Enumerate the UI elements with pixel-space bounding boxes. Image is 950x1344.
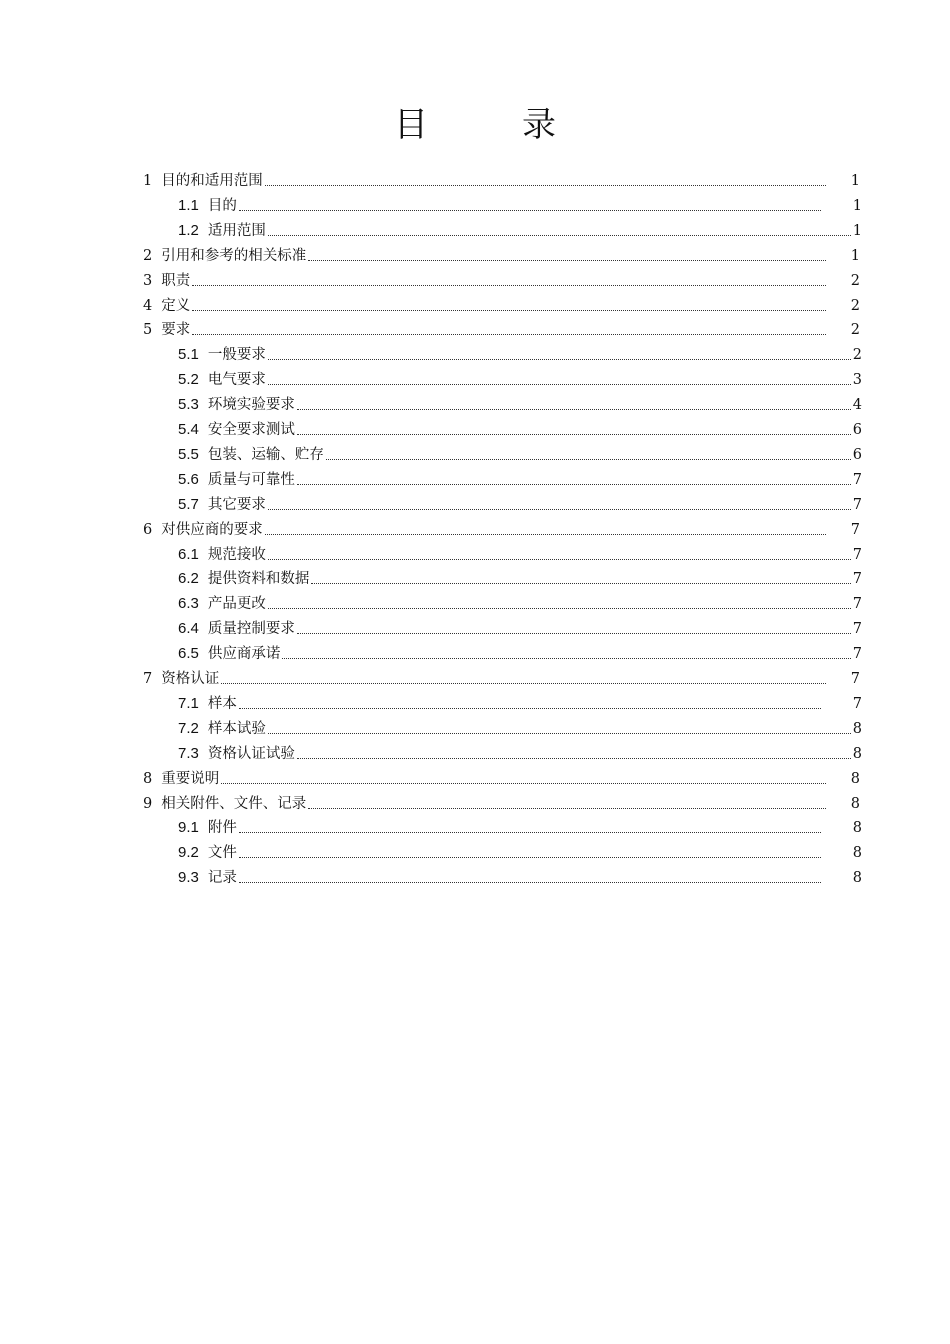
toc-entry-page-number: 1 — [850, 247, 860, 264]
toc-entry-number: 7 — [143, 671, 153, 687]
toc-entry-label: 一般要求 — [207, 347, 266, 364]
toc-entry-number: 7.2 — [178, 719, 199, 737]
toc-entry-page-number: 7 — [852, 646, 862, 663]
toc-entry-label: 目的 — [207, 197, 237, 214]
toc-entry-page-number: 8 — [850, 770, 860, 787]
toc-entry-label: 包装、运输、贮存 — [207, 446, 324, 463]
toc-entry-number: 1.2 — [178, 221, 199, 239]
toc-entry-number: 5.7 — [178, 495, 199, 513]
toc-entry-page-number: 7 — [850, 671, 860, 687]
toc-entry-page-number: 8 — [852, 845, 862, 862]
toc-entry-page-number: 8 — [852, 745, 862, 762]
toc-entry-number: 1 — [143, 173, 153, 189]
toc-dot-leader — [268, 349, 851, 361]
toc-entry-label: 文件 — [207, 845, 237, 862]
toc-entry-page-number: 2 — [850, 322, 860, 339]
toc-dot-leader — [297, 474, 851, 486]
toc-entry-page-number: 1 — [852, 197, 862, 214]
toc-entry-page-number: 1 — [852, 222, 862, 239]
toc-entry-page-number: 7 — [852, 546, 862, 563]
toc-entry-label: 对供应商的要求 — [161, 521, 263, 538]
toc-entry-page-number: 2 — [850, 297, 860, 314]
toc-entry-page-number: 8 — [852, 720, 862, 737]
toc-entry[interactable] — [178, 490, 862, 515]
toc-dot-leader — [297, 748, 851, 760]
toc-entry-page-number: 7 — [852, 571, 862, 588]
toc-entry[interactable] — [178, 440, 862, 465]
toc-entry-number: 7.3 — [178, 744, 199, 762]
toc-entry-number: 6.2 — [178, 570, 199, 588]
toc-entry-number: 9.2 — [178, 844, 199, 862]
toc-entry[interactable] — [178, 216, 862, 241]
toc-entry-label: 电气要求 — [207, 372, 266, 389]
toc-entry[interactable] — [178, 365, 862, 390]
toc-entry[interactable] — [143, 515, 860, 540]
toc-entry[interactable] — [178, 589, 862, 614]
toc-entry-label: 供应商承诺 — [207, 646, 281, 663]
toc-entry-label: 相关附件、文件、记录 — [161, 795, 307, 812]
toc-entry-label: 质量控制要求 — [207, 621, 295, 638]
toc-entry-number: 6.1 — [178, 545, 199, 563]
toc-entry-label: 职责 — [161, 272, 191, 289]
toc-dot-leader — [268, 374, 851, 386]
toc-entry-number: 5.2 — [178, 371, 199, 389]
toc-entry-page-number: 7 — [852, 596, 862, 613]
toc-entry[interactable] — [143, 291, 860, 316]
toc-entry-label: 附件 — [207, 820, 237, 837]
toc-entry-number: 9.3 — [178, 869, 199, 887]
toc-entry[interactable] — [143, 241, 860, 266]
toc-entry[interactable] — [178, 714, 862, 739]
toc-entry-label: 要求 — [161, 322, 191, 339]
toc-dot-leader — [221, 773, 826, 785]
toc-entry-label: 产品更改 — [207, 596, 266, 613]
toc-dot-leader — [239, 200, 821, 212]
toc-entry-number: 1.1 — [178, 196, 199, 214]
toc-entry[interactable] — [143, 266, 860, 291]
toc-dot-leader — [192, 300, 826, 312]
toc-entry[interactable] — [178, 340, 862, 365]
toc-dot-leader — [221, 673, 826, 685]
toc-entry-number: 9 — [143, 795, 153, 812]
toc-dot-leader — [192, 324, 826, 336]
toc-dot-leader — [265, 524, 826, 536]
toc-entry-page-number: 8 — [852, 870, 862, 887]
toc-dot-leader — [326, 449, 851, 461]
toc-entry-number: 5.5 — [178, 445, 199, 463]
toc-entry-number: 6.4 — [178, 620, 199, 638]
toc-entry-page-number: 7 — [852, 496, 862, 513]
toc-dot-leader — [311, 573, 850, 585]
toc-entry-page-number: 7 — [852, 471, 862, 488]
toc-dot-leader — [297, 623, 851, 635]
toc-entry-label: 重要说明 — [161, 770, 220, 787]
toc-dot-leader — [239, 822, 821, 834]
toc-entry-label: 环境实验要求 — [207, 397, 295, 414]
toc-dot-leader — [239, 698, 821, 710]
toc-entry-page-number: 1 — [850, 173, 860, 189]
toc-dot-leader — [239, 847, 821, 859]
toc-entry-page-number: 6 — [852, 446, 862, 463]
toc-entry-label: 样本 — [207, 695, 237, 712]
toc-entry-page-number: 7 — [850, 521, 860, 538]
toc-entry-page-number: 6 — [852, 422, 862, 438]
toc-dot-leader — [268, 499, 851, 511]
toc-entry-page-number: 2 — [852, 347, 862, 364]
toc-entry[interactable] — [178, 564, 862, 589]
toc-entry-number: 5.4 — [178, 421, 199, 438]
toc-dot-leader — [268, 549, 851, 561]
toc-entry-label: 样本试验 — [207, 720, 266, 737]
toc-entry-label: 适用范围 — [207, 222, 266, 239]
toc-entry[interactable] — [178, 614, 862, 639]
toc-entry-label: 引用和参考的相关标准 — [161, 247, 307, 264]
toc-dot-leader — [308, 798, 826, 810]
toc-dot-leader — [268, 723, 851, 735]
toc-entry-page-number: 7 — [852, 695, 862, 712]
toc-entry[interactable] — [178, 465, 862, 490]
toc-entry-number: 8 — [143, 770, 153, 787]
toc-entry-label: 其它要求 — [207, 496, 266, 513]
toc-entry[interactable] — [143, 764, 860, 789]
toc-entry-label: 记录 — [207, 870, 237, 887]
toc-entry-page-number: 2 — [850, 272, 860, 289]
toc-entry[interactable] — [143, 789, 860, 814]
toc-dot-leader — [265, 175, 826, 187]
toc-entry-number: 5.6 — [178, 470, 199, 488]
toc-entry[interactable] — [178, 415, 862, 440]
toc-entry-number: 5.1 — [178, 346, 199, 364]
toc-entry[interactable] — [143, 664, 860, 689]
toc-entry[interactable] — [178, 689, 862, 714]
toc-entry-label: 定义 — [161, 297, 191, 314]
toc-entry-number: 4 — [143, 297, 153, 314]
toc-entry[interactable] — [178, 838, 862, 863]
toc-entry-label: 目的和适用范围 — [161, 173, 263, 189]
toc-entry-number: 2 — [143, 247, 153, 264]
toc-entry-page-number: 4 — [852, 397, 862, 414]
toc-dot-leader — [268, 598, 851, 610]
toc-entry[interactable] — [143, 315, 860, 340]
toc-entry[interactable] — [178, 540, 862, 565]
toc-entry[interactable] — [178, 390, 862, 415]
toc-entry[interactable] — [178, 813, 862, 838]
toc-dot-leader — [239, 872, 821, 884]
toc-entry-page-number: 3 — [852, 372, 862, 389]
toc-entry-number: 7.1 — [178, 694, 199, 712]
toc-entry-label: 资格认证试验 — [207, 745, 295, 762]
toc-dot-leader — [268, 225, 851, 237]
toc-entry-label: 资格认证 — [161, 671, 220, 687]
toc-entry-number: 6.3 — [178, 595, 199, 613]
toc-entry[interactable] — [178, 739, 862, 764]
toc-entry-number: 6 — [143, 521, 153, 538]
toc-entry-page-number: 8 — [850, 795, 860, 812]
toc-entry-number: 9.1 — [178, 819, 199, 837]
page-title: 目 录 — [394, 105, 586, 145]
toc-entry[interactable] — [178, 863, 862, 888]
toc-entry-number: 5 — [143, 322, 153, 339]
toc-entry-label: 质量与可靠性 — [207, 471, 295, 488]
toc-dot-leader — [282, 648, 850, 660]
toc-dot-leader — [308, 250, 826, 262]
toc-entry-label: 安全要求测试 — [207, 422, 295, 438]
toc-dot-leader — [297, 424, 851, 436]
toc-entry-page-number: 8 — [852, 820, 862, 837]
toc-entry-page-number: 7 — [852, 621, 862, 638]
toc-entry-label: 提供资料和数据 — [207, 571, 310, 588]
toc-entry-number: 6.5 — [178, 645, 199, 663]
toc-dot-leader — [192, 275, 826, 287]
toc-entry[interactable] — [178, 191, 862, 216]
toc-entry[interactable] — [143, 166, 860, 191]
toc-entry[interactable] — [178, 639, 862, 664]
toc-entry-number: 3 — [143, 272, 153, 289]
toc-entry-number: 5.3 — [178, 396, 199, 414]
toc-entry-label: 规范接收 — [207, 546, 266, 563]
toc-dot-leader — [297, 399, 851, 411]
